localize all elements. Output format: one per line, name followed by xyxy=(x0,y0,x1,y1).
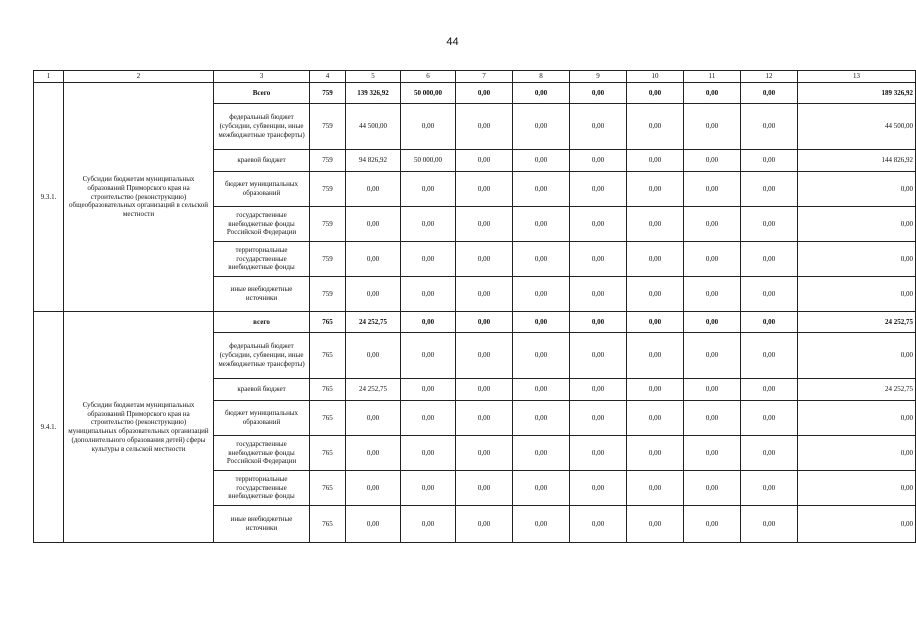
funding-source: краевой бюджет xyxy=(214,150,310,172)
amount-cell: 0,00 xyxy=(627,312,684,333)
header-cell: 3 xyxy=(214,71,310,83)
amount-cell: 0,00 xyxy=(741,506,798,543)
funding-source: Всего xyxy=(214,83,310,104)
header-cell: 11 xyxy=(684,71,741,83)
amount-cell: 0,00 xyxy=(401,333,456,379)
amount-cell: 0,00 xyxy=(456,83,513,104)
amount-cell: 0,00 xyxy=(570,436,627,471)
amount-cell: 0,00 xyxy=(456,312,513,333)
kbk-code: 765 xyxy=(310,471,346,506)
kbk-code: 765 xyxy=(310,401,346,436)
amount-cell: 0,00 xyxy=(741,312,798,333)
amount-cell: 0,00 xyxy=(684,104,741,150)
amount-cell: 0,00 xyxy=(741,83,798,104)
amount-cell: 0,00 xyxy=(570,401,627,436)
amount-cell: 0,00 xyxy=(570,506,627,543)
funding-source: территориальные государственные внебюджетные фонды xyxy=(214,471,310,506)
amount-cell: 0,00 xyxy=(627,471,684,506)
kbk-code: 765 xyxy=(310,379,346,401)
amount-cell: 0,00 xyxy=(346,172,401,207)
amount-cell: 0,00 xyxy=(684,333,741,379)
amount-cell: 24 252,75 xyxy=(798,379,916,401)
amount-cell: 0,00 xyxy=(346,242,401,277)
amount-cell: 94 826,92 xyxy=(346,150,401,172)
amount-cell: 0,00 xyxy=(684,207,741,242)
amount-cell: 0,00 xyxy=(627,401,684,436)
funding-source: государственные внебюджетные фонды Российской Федерации xyxy=(214,207,310,242)
funding-source: федеральный бюджет (субсидии, субвенции, иные межбюджетные трансферты) xyxy=(214,104,310,150)
amount-cell: 0,00 xyxy=(513,312,570,333)
amount-cell: 0,00 xyxy=(684,379,741,401)
amount-cell: 0,00 xyxy=(627,242,684,277)
amount-cell: 0,00 xyxy=(346,506,401,543)
total-row xyxy=(34,312,916,333)
funding-source: иные внебюджетные источники xyxy=(214,277,310,312)
amount-cell: 0,00 xyxy=(401,312,456,333)
amount-cell: 0,00 xyxy=(513,436,570,471)
header-row xyxy=(34,71,916,83)
amount-cell: 0,00 xyxy=(401,207,456,242)
amount-cell: 0,00 xyxy=(741,172,798,207)
amount-cell: 0,00 xyxy=(346,277,401,312)
page-number: 44 xyxy=(446,36,459,48)
amount-cell: 0,00 xyxy=(513,150,570,172)
amount-cell: 0,00 xyxy=(456,242,513,277)
amount-cell: 139 326,92 xyxy=(346,83,401,104)
amount-cell: 24 252,75 xyxy=(346,312,401,333)
amount-cell: 50 000,00 xyxy=(401,150,456,172)
amount-cell: 0,00 xyxy=(741,436,798,471)
amount-cell: 0,00 xyxy=(627,277,684,312)
table-body xyxy=(34,71,916,543)
amount-cell: 0,00 xyxy=(570,312,627,333)
amount-cell: 0,00 xyxy=(456,104,513,150)
section-description: Субсидии бюджетам муниципальных образований Приморского края на строительство (реконструкцию) муниципальных образовательных организаций (дополнительного образования детей) сферы культуры в сельской местности xyxy=(64,312,214,543)
header-cell: 8 xyxy=(513,71,570,83)
amount-cell: 0,00 xyxy=(627,506,684,543)
amount-cell: 0,00 xyxy=(798,401,916,436)
header-cell: 12 xyxy=(741,71,798,83)
amount-cell: 0,00 xyxy=(401,506,456,543)
amount-cell: 0,00 xyxy=(401,242,456,277)
amount-cell: 0,00 xyxy=(684,312,741,333)
amount-cell: 0,00 xyxy=(741,207,798,242)
amount-cell: 0,00 xyxy=(684,436,741,471)
amount-cell: 0,00 xyxy=(513,471,570,506)
amount-cell: 0,00 xyxy=(401,471,456,506)
kbk-code: 759 xyxy=(310,83,346,104)
amount-cell: 0,00 xyxy=(627,150,684,172)
funding-source: территориальные государственные внебюджетные фонды xyxy=(214,242,310,277)
section-description: Субсидии бюджетам муниципальных образований Приморского края на строительство (реконструкцию) общеобразовательных организаций в сельской местности xyxy=(64,83,214,312)
amount-cell: 0,00 xyxy=(456,506,513,543)
budget-table xyxy=(33,70,916,543)
amount-cell: 0,00 xyxy=(798,436,916,471)
header-cell: 13 xyxy=(798,71,916,83)
amount-cell: 0,00 xyxy=(627,83,684,104)
amount-cell: 0,00 xyxy=(346,333,401,379)
amount-cell: 0,00 xyxy=(627,172,684,207)
amount-cell: 0,00 xyxy=(741,150,798,172)
amount-cell: 0,00 xyxy=(798,207,916,242)
amount-cell: 0,00 xyxy=(456,150,513,172)
kbk-code: 759 xyxy=(310,104,346,150)
amount-cell: 0,00 xyxy=(684,471,741,506)
header-cell: 1 xyxy=(34,71,64,83)
amount-cell: 0,00 xyxy=(346,471,401,506)
amount-cell: 0,00 xyxy=(798,506,916,543)
amount-cell: 0,00 xyxy=(346,436,401,471)
amount-cell: 24 252,75 xyxy=(346,379,401,401)
header-cell: 2 xyxy=(64,71,214,83)
kbk-code: 759 xyxy=(310,242,346,277)
amount-cell: 0,00 xyxy=(456,333,513,379)
amount-cell: 0,00 xyxy=(798,172,916,207)
header-cell: 7 xyxy=(456,71,513,83)
amount-cell: 0,00 xyxy=(798,333,916,379)
funding-source: краевой бюджет xyxy=(214,379,310,401)
header-cell: 6 xyxy=(401,71,456,83)
funding-source: федеральный бюджет (субсидии, субвенции, иные межбюджетные трансферты) xyxy=(214,333,310,379)
amount-cell: 0,00 xyxy=(513,83,570,104)
amount-cell: 0,00 xyxy=(684,242,741,277)
amount-cell: 0,00 xyxy=(456,207,513,242)
header-cell: 9 xyxy=(570,71,627,83)
kbk-code: 765 xyxy=(310,506,346,543)
amount-cell: 0,00 xyxy=(570,471,627,506)
amount-cell: 0,00 xyxy=(401,379,456,401)
amount-cell: 50 000,00 xyxy=(401,83,456,104)
amount-cell: 0,00 xyxy=(627,104,684,150)
amount-cell: 0,00 xyxy=(741,277,798,312)
amount-cell: 0,00 xyxy=(456,379,513,401)
amount-cell: 189 326,92 xyxy=(798,83,916,104)
amount-cell: 0,00 xyxy=(684,172,741,207)
amount-cell: 0,00 xyxy=(798,277,916,312)
amount-cell: 0,00 xyxy=(741,333,798,379)
amount-cell: 0,00 xyxy=(684,401,741,436)
amount-cell: 0,00 xyxy=(513,333,570,379)
amount-cell: 0,00 xyxy=(513,401,570,436)
header-cell: 4 xyxy=(310,71,346,83)
amount-cell: 0,00 xyxy=(570,207,627,242)
amount-cell: 24 252,75 xyxy=(798,312,916,333)
amount-cell: 0,00 xyxy=(513,506,570,543)
amount-cell: 0,00 xyxy=(513,207,570,242)
amount-cell: 0,00 xyxy=(513,172,570,207)
amount-cell: 0,00 xyxy=(684,277,741,312)
funding-source: государственные внебюджетные фонды Российской Федерации xyxy=(214,436,310,471)
kbk-code: 765 xyxy=(310,333,346,379)
amount-cell: 0,00 xyxy=(513,104,570,150)
amount-cell: 0,00 xyxy=(346,207,401,242)
total-row xyxy=(34,83,916,104)
amount-cell: 0,00 xyxy=(456,401,513,436)
funding-source: бюджет муниципальных образований xyxy=(214,401,310,436)
amount-cell: 0,00 xyxy=(456,277,513,312)
amount-cell: 0,00 xyxy=(570,104,627,150)
amount-cell: 0,00 xyxy=(513,277,570,312)
amount-cell: 44 500,00 xyxy=(346,104,401,150)
kbk-code: 759 xyxy=(310,150,346,172)
amount-cell: 0,00 xyxy=(741,104,798,150)
amount-cell: 0,00 xyxy=(570,277,627,312)
amount-cell: 0,00 xyxy=(456,436,513,471)
header-cell: 5 xyxy=(346,71,401,83)
funding-source: всего xyxy=(214,312,310,333)
amount-cell: 0,00 xyxy=(570,242,627,277)
amount-cell: 0,00 xyxy=(627,436,684,471)
amount-cell: 0,00 xyxy=(570,150,627,172)
amount-cell: 0,00 xyxy=(684,83,741,104)
amount-cell: 0,00 xyxy=(570,333,627,379)
amount-cell: 0,00 xyxy=(741,471,798,506)
amount-cell: 0,00 xyxy=(627,333,684,379)
amount-cell: 144 826,92 xyxy=(798,150,916,172)
amount-cell: 0,00 xyxy=(684,150,741,172)
amount-cell: 0,00 xyxy=(741,242,798,277)
section-code: 9.4.1. xyxy=(34,312,64,543)
amount-cell: 0,00 xyxy=(513,379,570,401)
kbk-code: 759 xyxy=(310,172,346,207)
amount-cell: 0,00 xyxy=(401,104,456,150)
kbk-code: 765 xyxy=(310,436,346,471)
amount-cell: 0,00 xyxy=(627,379,684,401)
amount-cell: 0,00 xyxy=(513,242,570,277)
amount-cell: 0,00 xyxy=(570,83,627,104)
amount-cell: 0,00 xyxy=(798,471,916,506)
amount-cell: 0,00 xyxy=(401,401,456,436)
amount-cell: 0,00 xyxy=(401,277,456,312)
header-cell: 10 xyxy=(627,71,684,83)
amount-cell: 0,00 xyxy=(570,172,627,207)
amount-cell: 0,00 xyxy=(401,436,456,471)
funding-source: иные внебюджетные источники xyxy=(214,506,310,543)
amount-cell: 0,00 xyxy=(684,506,741,543)
amount-cell: 0,00 xyxy=(346,401,401,436)
amount-cell: 0,00 xyxy=(570,379,627,401)
amount-cell: 0,00 xyxy=(741,401,798,436)
section-code: 9.3.1. xyxy=(34,83,64,312)
amount-cell: 44 500,00 xyxy=(798,104,916,150)
amount-cell: 0,00 xyxy=(456,172,513,207)
amount-cell: 0,00 xyxy=(456,471,513,506)
kbk-code: 765 xyxy=(310,312,346,333)
funding-source: бюджет муниципальных образований xyxy=(214,172,310,207)
kbk-code: 759 xyxy=(310,207,346,242)
amount-cell: 0,00 xyxy=(401,172,456,207)
kbk-code: 759 xyxy=(310,277,346,312)
amount-cell: 0,00 xyxy=(798,242,916,277)
amount-cell: 0,00 xyxy=(741,379,798,401)
amount-cell: 0,00 xyxy=(627,207,684,242)
